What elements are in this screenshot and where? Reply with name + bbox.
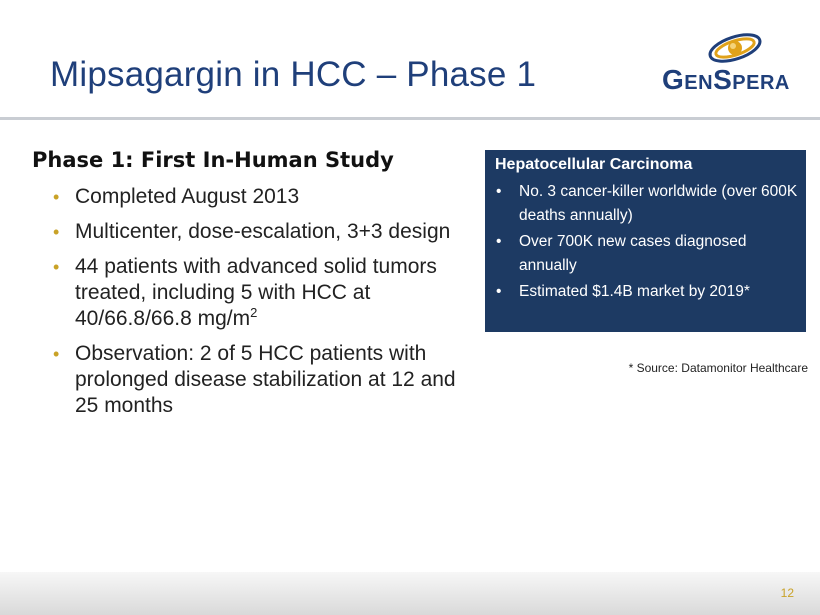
slide-title: Mipsagargin in HCC – Phase 1 (50, 55, 537, 94)
study-section (32, 148, 462, 428)
footer-band (0, 572, 820, 615)
hcc-bullet-list (495, 180, 798, 304)
bullet-dot-icon: • (496, 233, 502, 250)
logo-letter-g: G (662, 64, 685, 95)
hcc-bullet: • Over 700K new cases diagnosed annually (495, 230, 798, 278)
bullet-dot-icon: • (496, 183, 502, 200)
orbit-logo-icon (705, 30, 765, 66)
hcc-bullet: • Estimated $1.4B market by 2019* (495, 280, 798, 304)
study-bullet: • 44 patients with advanced solid tumors treated, including 5 with HCC at 40/66.8/66.8 $mg/m^2$ (53, 255, 437, 330)
bullet-dot-icon: • (53, 344, 60, 364)
study-bullet: • Multicenter, dose-escalation, 3+3 design (53, 220, 451, 243)
bullet-dot-icon: • (53, 222, 60, 242)
study-heading: Phase 1: First In-Human Study (32, 148, 394, 172)
bullet-dot-icon: • (496, 283, 502, 300)
bullet-dot-icon: • (53, 187, 60, 207)
title-divider (0, 117, 820, 120)
superscript-2: 2 (250, 305, 258, 320)
page-number: 12 (780, 586, 794, 600)
source-footnote: * Source: Datamonitor Healthcare (628, 361, 808, 375)
hcc-bullet: • No. 3 cancer-killer worldwide (over 600K deaths annually) (495, 180, 798, 228)
logo-wordmark (662, 64, 790, 96)
study-bullet-list (32, 184, 462, 419)
bullet-dot-icon: • (53, 257, 60, 277)
logo-letters-pera: PERA (732, 72, 790, 94)
hcc-info-box (485, 150, 806, 332)
gensperra-logo (660, 30, 805, 100)
logo-letters-en: EN (684, 72, 714, 94)
study-bullet: • Observation: 2 of 5 HCC patients with prolonged disease stabilization at 12 and 25 months (53, 342, 456, 417)
logo-letter-s: S (713, 64, 733, 95)
study-bullet: • Completed August 2013 (53, 185, 300, 208)
hcc-box-title: Hepatocellular Carcinoma (495, 156, 693, 173)
